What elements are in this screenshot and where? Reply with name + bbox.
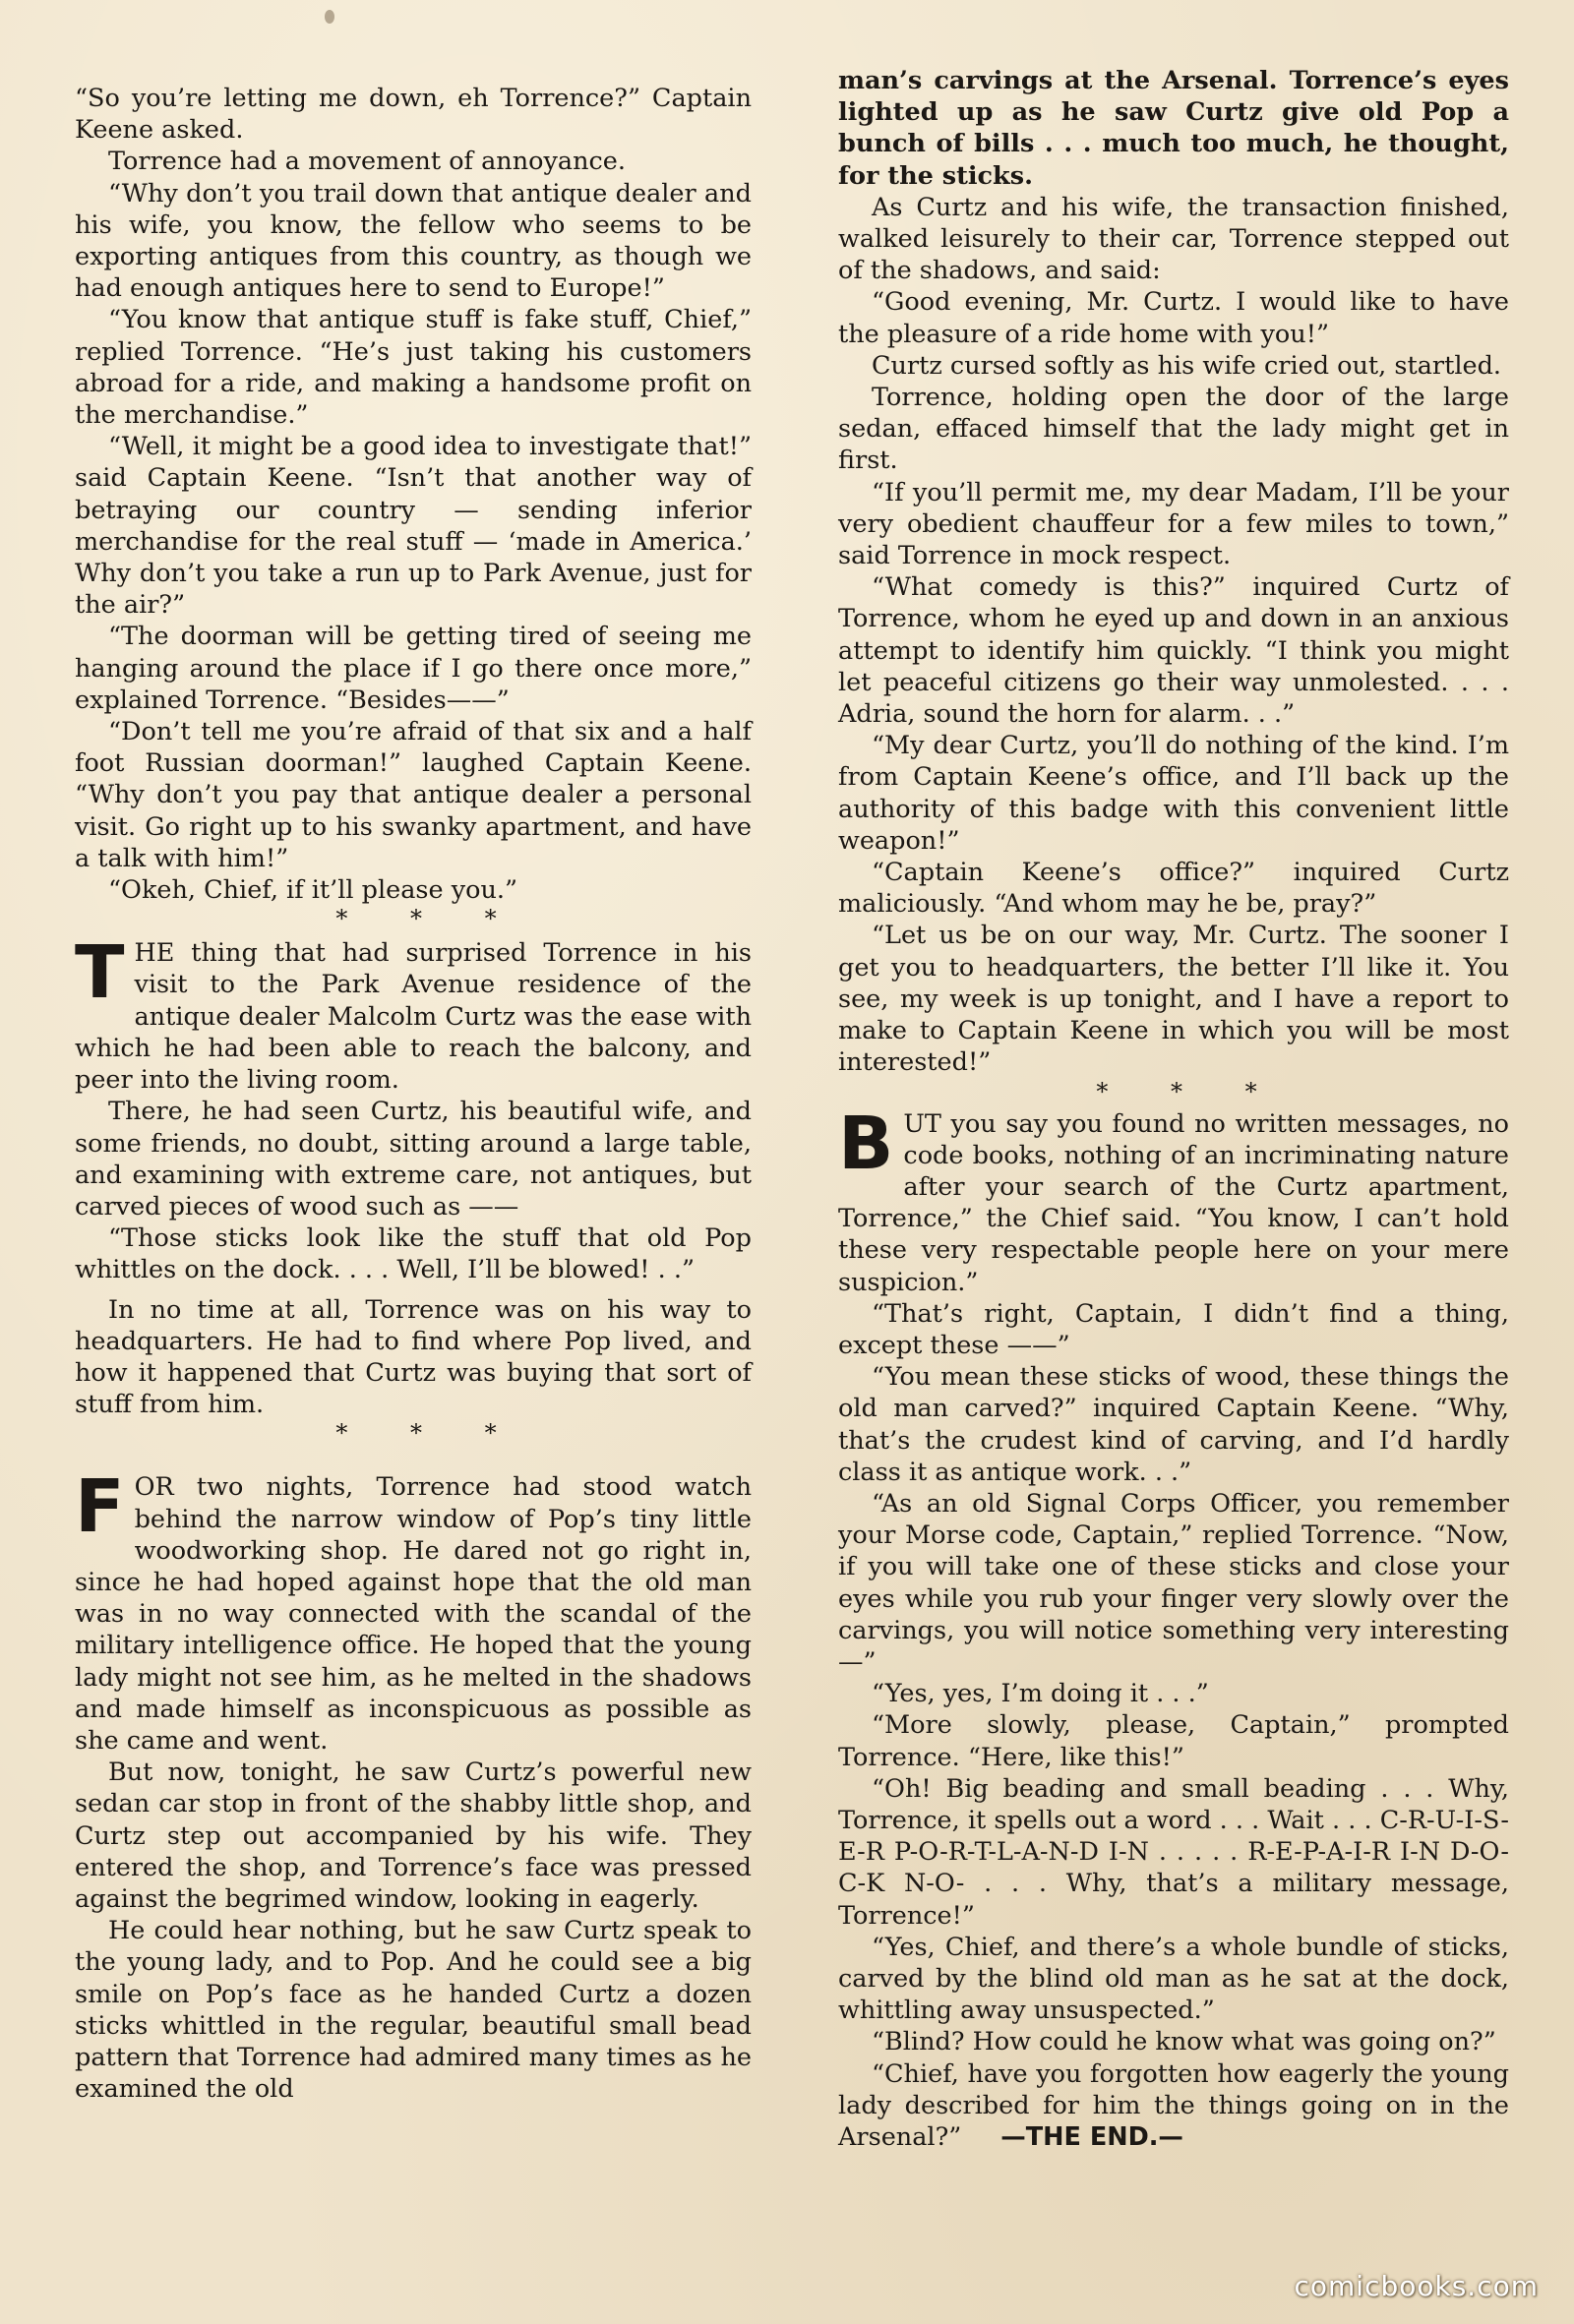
drop-cap: F [75, 1464, 125, 1550]
paragraph: “The doorman will be getting tired of seeing me hanging around the place if I go there once more,” explained Torrence. “Besides——” [75, 622, 752, 715]
paragraph: “Let us be on our way, Mr. Curtz. The sooner I get you to headquarters, the better I’ll like it. You see, my week is up tonight, and I have a report to make to Captain Keene in which you will be most interested!” [838, 921, 1509, 1078]
paragraph: “You know that antique stuff is fake stuff, Chief,” replied Torrence. “He’s just taking his customers abroad for a ride, and making a handsome profit on the merchandise.” [75, 305, 752, 431]
paragraph [838, 1101, 1509, 1298]
paragraph: “Good evening, Mr. Curtz. I would like to have the pleasure of a ride home with you!” [838, 287, 1509, 349]
right-column [838, 65, 1509, 2153]
drop-cap: B [838, 1101, 894, 1186]
paragraph: “Captain Keene’s office?” inquired Curtz maliciously. “And whom may he be, pray?” [838, 858, 1509, 920]
paragraph: “Those sticks look like the stuff that old Pop whittles on the dock. . . . Well, I’ll be blowed! . .” [75, 1223, 752, 1285]
paragraph: “That’s right, Captain, I didn’t find a thing, except these ——” [838, 1298, 1509, 1360]
paragraph [838, 2058, 1509, 2154]
paragraph: “What comedy is this?” inquired Curtz of Torrence, whom he eyed up and down in an anxious attempt to identify him quickly. “I think you might let peaceful citizens go their way unmolested. . . . Adria, sound the horn for alarm. . .” [838, 572, 1509, 730]
paragraph: “So you’re letting me down, eh Torrence?” Captain Keene asked. [75, 84, 752, 146]
left-column [75, 83, 752, 2105]
paragraph: “Yes, Chief, and there’s a whole bundle of sticks, carved by the blind old man as he sat at the dock, whittling away unsuspected.” [838, 1932, 1509, 2026]
watermark: comicbooks.com [1294, 2270, 1539, 2302]
paragraph: In no time at all, Torrence was on his way to headquarters. He had to find where Pop lived, and how it happened that Curtz was buying that sort of stuff from him. [75, 1294, 752, 1420]
paragraph: “Blind? How could he know what was going on?” [872, 2027, 1496, 2057]
paragraph: Torrence had a movement of annoyance. [108, 147, 626, 177]
paragraph: He could hear nothing, but he saw Curtz speak to the young lady, and to Pop. And he could see a big smile on Pop’s face as he handed Curtz a dozen sticks whittled in the regular, beautiful small bead pattern that Torrence had admired many times as he examined the old [75, 1916, 752, 2105]
paragraph-text: UT you say you found no written messages, no code books, nothing of an incriminating nature after your search of the Curtz apartment, Torrence,” the Chief said. “You know, I can’t hold these very respectable people here on your mere suspicion.” [838, 1108, 1509, 1297]
paragraph-text: HE thing that had surprised Torrence in his visit to the Park Avenue residence of the antique dealer Malcolm Curtz was the ease with which he had been able to reach the balcony, and peer into the living room. [75, 938, 752, 1096]
paragraph: “Why don’t you trail down that antique dealer and his wife, you know, the fellow who seems to be exporting antiques from this country, as though we had enough antiques here to send to Europe!” [75, 178, 752, 304]
paragraph: Curtz cursed softly as his wife cried out, startled. [872, 350, 1502, 381]
paragraph: “Oh! Big beading and small beading . . . Why, Torrence, it spells out a word . . . Wait . . . C-R-U-I-S-E-R P-O-R-T-L-A-N-D I-N . . . . . R-E-P-A-I-R I-N D-O-C-K N-O- . . . Why, that’s a military message, Torrence!” [838, 1773, 1509, 1931]
section-break: * * * [335, 1419, 524, 1448]
paragraph: “More slowly, please, Captain,” prompted Torrence. “Here, like this!” [838, 1710, 1509, 1772]
paragraph: “Okeh, Chief, if it’ll please you.” [108, 875, 518, 906]
paragraph: “If you’ll permit me, my dear Madam, I’ll be your very obedient chauffeur for a few miles to town,” said Torrence in mock respect. [838, 477, 1509, 571]
paragraph: “Yes, yes, I’m doing it . . .” [872, 1679, 1209, 1709]
paragraph: “As an old Signal Corps Officer, you remember your Morse code, Captain,” replied Torrence. “Now, if you will take one of these sticks and close your eyes while you rub your finger very slowly over the carvings, you will notice something very interesting—” [838, 1488, 1509, 1677]
section-break: * * * [1096, 1077, 1285, 1105]
paragraph: “My dear Curtz, you’ll do nothing of the kind. I’m from Captain Keene’s office, and I’ll back up the authority of this badge with this convenient little weapon!” [838, 731, 1509, 856]
paragraph: There, he had seen Curtz, his beautiful wife, and some friends, no doubt, sitting around a large table, and examining with extreme care, not antiques, but carved pieces of wood such as —— [75, 1097, 752, 1222]
section-break: * * * [335, 905, 524, 933]
ink-speck [325, 10, 334, 24]
paragraph: “You mean these sticks of wood, these things the old man carved?” inquired Captain Keene. “Why, that’s the crudest kind of carving, and I’d hardly class it as antique work. . .” [838, 1362, 1509, 1487]
paragraph: “Well, it might be a good idea to investigate that!” said Captain Keene. “Isn’t that another way of betraying our country — sending inferior merchandise for the real stuff — ‘made in America.’ Why don’t you take a run up to Park Avenue, just for the air?” [75, 432, 752, 621]
paragraph: “Don’t tell me you’re afraid of that six and a half foot Russian doorman!” laughed Captain Keene. “Why don’t you pay that antique dealer a personal visit. Go right up to his swanky apartment, and have a talk with him!” [75, 717, 752, 873]
paragraph-text: “Chief, have you forgotten how eagerly the young lady described for him the things going on in the Arsenal?” [838, 2058, 1509, 2152]
paragraph: But now, tonight, he saw Curtz’s powerful new sedan car stop in front of the shabby little shop, and Curtz step out accompanied by his wife. They entered the shop, and Torrence’s face was pressed against the begrimed window, looking in eagerly. [75, 1758, 752, 1914]
paragraph [75, 1464, 752, 1757]
paragraph [75, 930, 752, 1096]
paragraph-text: OR two nights, Torrence had stood watch behind the narrow window of Pop’s tiny little woodworking shop. He dared not go right in, since he had hoped against hope that the old man was in no way connected with the scandal of the military intelligence office. He hoped that the young lady might not see him, as he melted in the shadows and made himself as inconspicuous as possible as she came and went. [75, 1472, 752, 1756]
the-end-marker: —THE END.— [1000, 2122, 1183, 2152]
paragraph: man’s carvings at the Arsenal. Torrence’s eyes lighted up as he saw Curtz give old Pop a bunch of bills . . . much too much, he thought, for the sticks. [838, 66, 1509, 191]
drop-cap: T [75, 930, 125, 1016]
paragraph: Torrence, holding open the door of the large sedan, effaced himself that the lady might get in first. [838, 383, 1509, 476]
paragraph: As Curtz and his wife, the transaction finished, walked leisurely to their car, Torrence stepped out of the shadows, and said: [838, 192, 1509, 286]
